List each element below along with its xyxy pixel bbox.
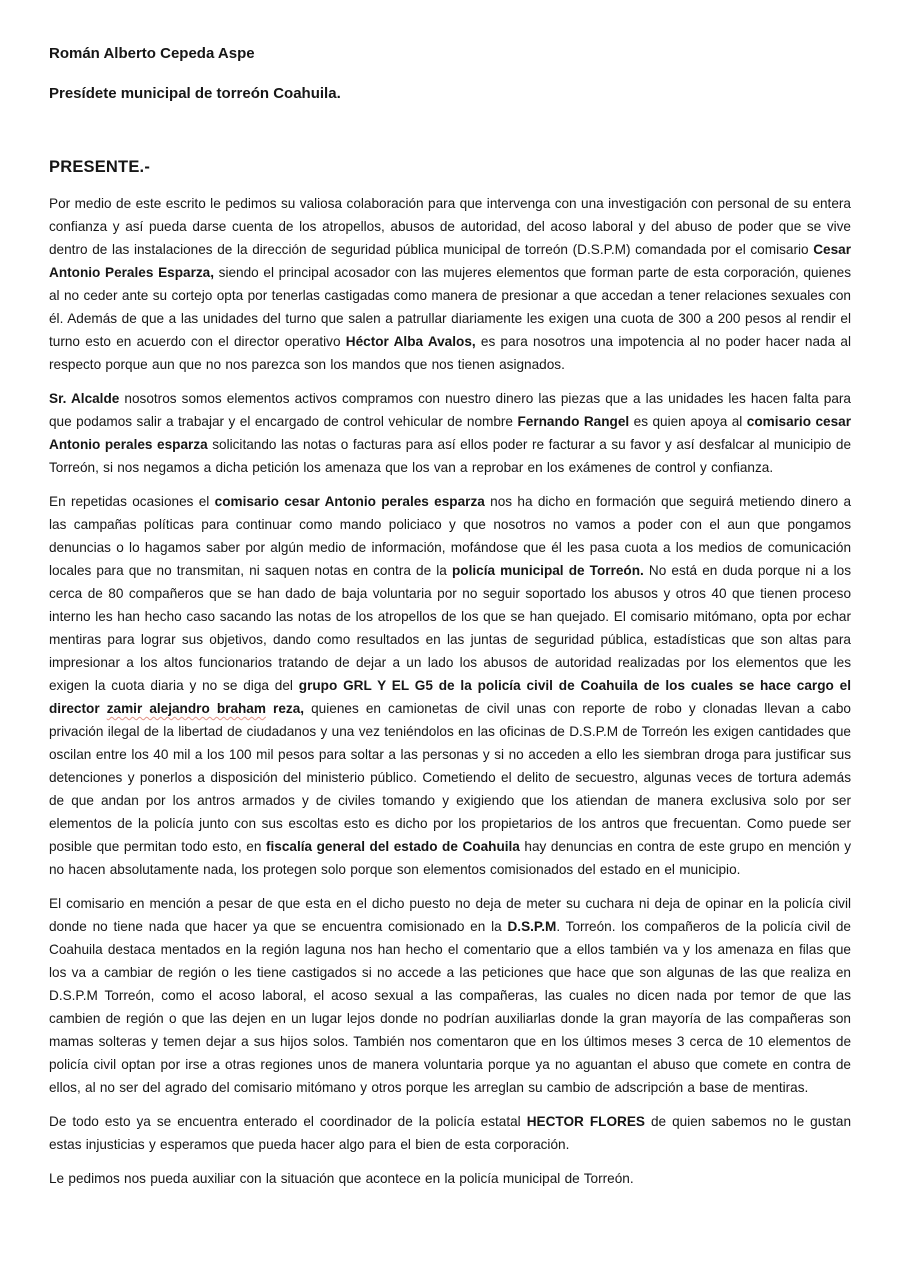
text-run: hay denuncias en contra de este grupo en mención y no hacen absolutamente nada, los protegen solo porque son elementos comisionados del estado en el municipio.: [49, 839, 851, 877]
paragraph: [49, 892, 851, 1099]
text-run: Le pedimos nos pueda auxiliar con la situación que acontece en la policía municipal de Torreón.: [49, 1171, 634, 1186]
recipient-title: Presídete municipal de torreón Coahuila.: [49, 85, 341, 102]
text-run: No está en duda porque ni a los cerca de 80 compañeros que se han dado de baja voluntaria por no seguir soportado los abusos y otros 40 que tienen proceso interno les han hecho caso sacando las notas de los atropellos de los que se han quejado. El comisario mitómano, opta por echar mentiras para lograr sus objetivos, dando como resultados en las juntas de seguridad pública, estadísticas que son altas para impresionar a los altos funcionarios tratando de dejar a un lado los abusos de autoridad realizadas por los elementos que les exigen la cuota diaria y no se diga del: [49, 563, 852, 693]
recipient-name: Román Alberto Cepeda Aspe: [49, 45, 255, 62]
letter-body: [49, 192, 851, 1190]
text-run: En repetidas ocasiones el: [49, 494, 215, 509]
text-run: El comisario en mención a pesar de que esta en el dicho puesto no deja de meter su cuchara ni deja de opinar en la policía civil donde no tiene nada que hacer ya que se encuentra comisionado en la: [49, 896, 851, 934]
salutation: PRESENTE.-: [49, 158, 151, 176]
text-run: quienes en camionetas de civil unas con reporte de robo y clonadas llevan a cabo privación ilegal de la libertad de ciudadanos y una vez teniéndolos en las oficinas de D.S.P.M de Torreón les exigen cantidades que oscilan entre los 40 mil a los 100 mil pesos para soltar a las personas y si no acceden a ello les siembran droga para justificar sus detenciones y ponerlos a disposición del ministerio público. Cometiendo el delito de secuestro, algunas veces de tortura además de que andan por los antros armados y de civiles tomando y exigiendo que los atiendan de manera exclusiva solo por ser elementos de la policía junto con sus escoltas esto es dicho por los propietarios de los antros que frecuentan. Como puede ser posible que permitan todo esto, en: [49, 701, 851, 854]
text-run: D.S.P.M: [507, 919, 557, 934]
text-run: grupo GRL Y EL G5 de la policía civil de Coahuila de los cuales se hace cargo el director: [49, 678, 851, 716]
text-run: nos ha dicho en formación que seguirá metiendo dinero a las campañas políticas para continuar como mando policiaco y que nosotros no vamos a poder con el aun que pongamos denuncias o lo hagamos saber por algún medio de información, mofándose que él les pasa cuota a los medios de comunicación locales para que no transmitan, ni saquen notas en contra de la: [49, 494, 852, 578]
text-run: . Torreón. los compañeros de la policía civil de Coahuila destaca mentados en la región laguna nos han hecho el comentario que a ellos también va y los amenaza en filas que los va a cambiar de región o les tiene castigados si no accede a las peticiones que hace que son algunas de las que realiza en D.S.P.M Torreón, como el acoso laboral, el acoso sexual a las compañeras, las cuales no dicen nada por temor de que las cambien de región o que las dejen en un lugar lejos donde no podrían auxiliarlas donde la gran mayoría de las compañeras son mamas solteras y temen dejar a sus hijos solos. También nos comentaron que en los últimos meses 3 cerca de 10 elementos de policía civil optan por irse a otras regiones unos de manera voluntaria porque ya no aguantan el abuso que comete en contra de ellos, al no ser del agrado del comisario mitómano y otros porque les arreglan su cambio de adscripción a base de mentiras.: [49, 919, 851, 1095]
text-run: Por medio de este escrito le pedimos su valiosa colaboración para que intervenga con una investigación con personal de su entera confianza y así pueda darse cuenta de los atropellos, abusos de autoridad, del acoso laboral y del abuso de poder que se vive dentro de las instalaciones de la dirección de seguridad pública municipal de torreón (D.S.P.M) comandada por el comisario: [49, 196, 851, 257]
paragraph: [49, 1110, 851, 1156]
text-run: solicitando las notas o facturas para así ellos poder re facturar a su favor y así desfalcar al municipio de Torreón, si nos negamos a dicha petición los amenaza que los van a reprobar en los exámenes de control y confianza.: [49, 437, 852, 475]
text-run: de quien sabemos no le gustan estas injusticias y esperamos que pueda hacer algo para el bien de esta corporación.: [49, 1114, 851, 1152]
text-run: fiscalía general del estado de Coahuila: [265, 839, 520, 854]
text-run: De todo esto ya se encuentra enterado el coordinador de la policía estatal: [49, 1114, 527, 1129]
paragraph: [49, 1167, 851, 1190]
text-run: Cesar Antonio Perales Esparza,: [49, 242, 851, 280]
text-run-misspelled: zamir alejandro braham: [106, 701, 266, 716]
text-run: es para nosotros una impotencia al no poder hacer nada al respecto porque aun que no nos parezca son los mandos que nos tienen asignados.: [49, 334, 851, 372]
text-run: HECTOR FLORES: [526, 1114, 645, 1129]
text-run: Sr. Alcalde: [49, 391, 120, 406]
paragraph: [49, 387, 851, 479]
text-run: policía municipal de Torreón.: [451, 563, 644, 578]
text-run: comisario cesar Antonio perales esparza: [214, 494, 485, 509]
text-run: comisario cesar Antonio perales esparza: [49, 414, 852, 452]
text-run: Fernando Rangel: [517, 414, 630, 429]
paragraph: [49, 490, 851, 881]
paragraph: [49, 192, 851, 376]
text-run: Héctor Alba Avalos,: [345, 334, 476, 349]
text-run: reza,: [265, 701, 305, 716]
text-run: siendo el principal acosador con las mujeres elementos que forman parte de esta corporación, quienes al no ceder ante su cortejo opta por tenerlas castigadas como manera de presionar a que accedan a tener relaciones sexuales con él. Además de que a las unidades del turno que salen a patrullar diariamente les exigen una cuota de 300 a 200 pesos al rendir el turno esto en acuerdo con el director operativo: [49, 265, 851, 349]
text-run: nosotros somos elementos activos compramos con nuestro dinero las piezas que a las unidades les hacen falta para que podamos salir a trabajar y el encargado de control vehicular de nombre: [49, 391, 851, 429]
text-run: es quien apoya al: [629, 414, 747, 429]
